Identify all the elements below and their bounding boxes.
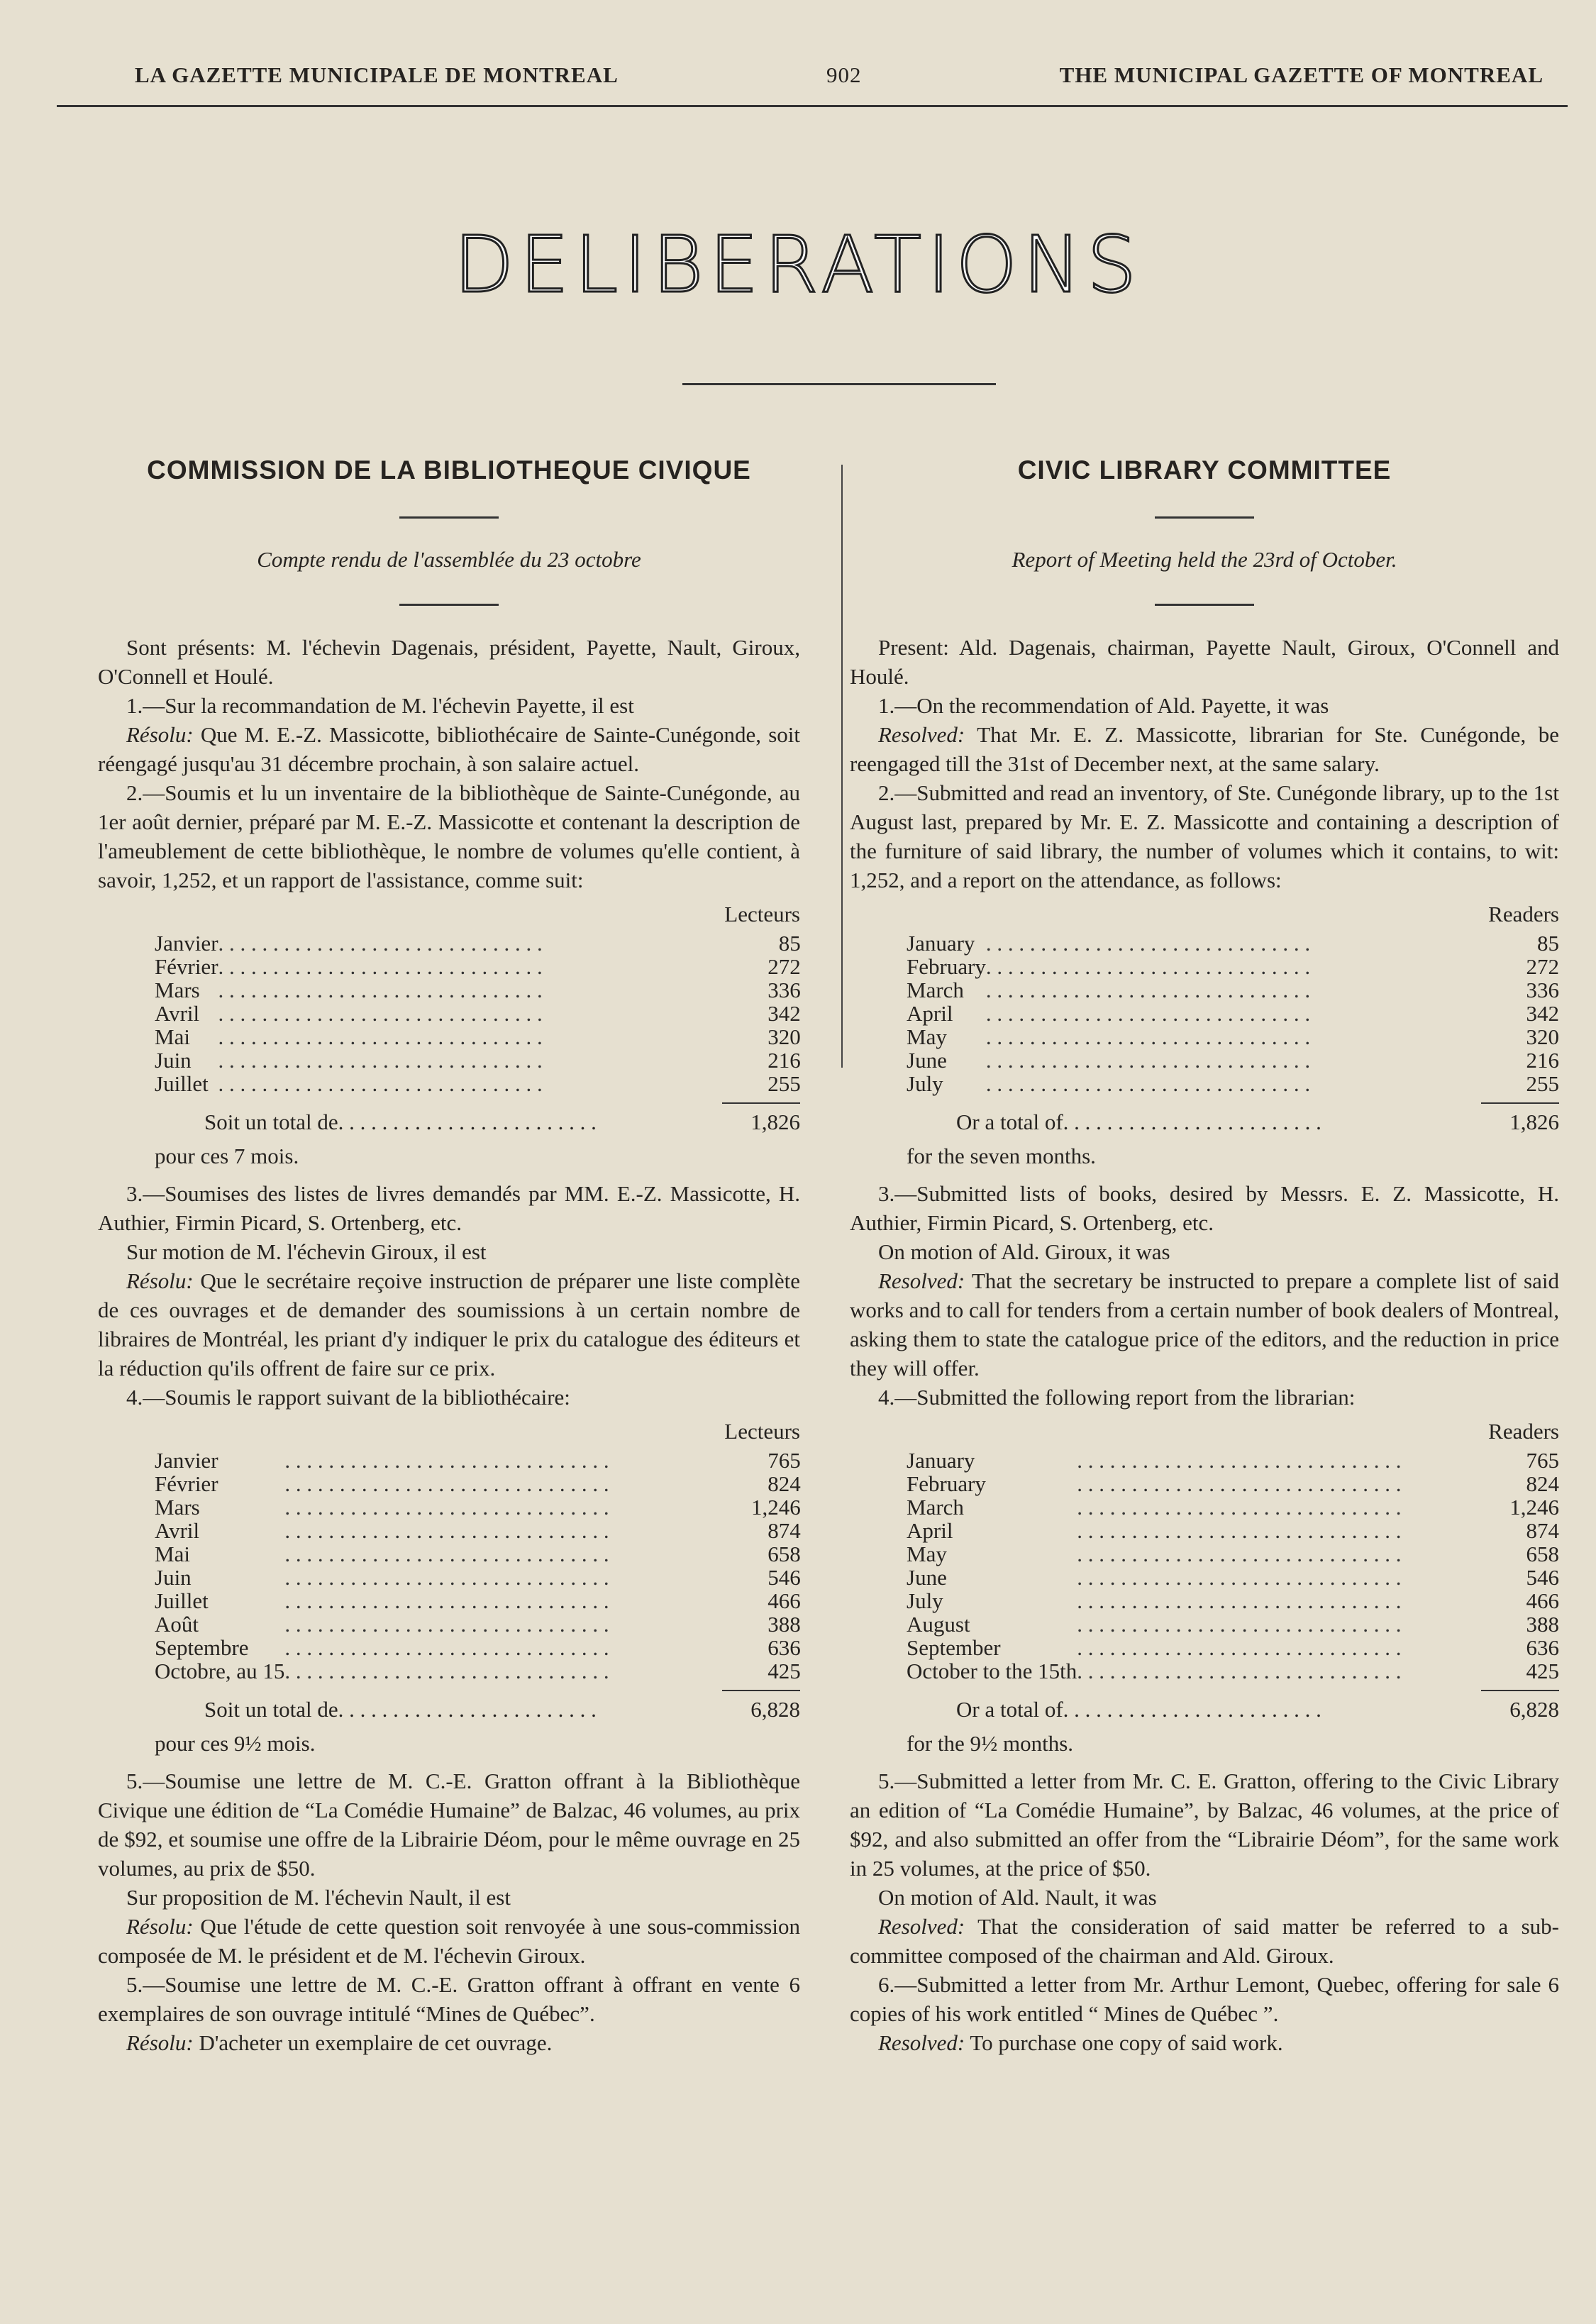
readers-cell: 765 <box>767 1448 801 1473</box>
paragraph: 4.—Submitted the following report from the librarian: <box>878 1385 1356 1410</box>
total-row <box>956 1697 1559 1722</box>
table-row <box>155 1589 801 1612</box>
table-row <box>907 1612 1559 1636</box>
table-row <box>155 1495 801 1519</box>
readers-cell: 272 <box>767 954 801 979</box>
month-cell: June <box>907 1048 947 1073</box>
page-title: DELIBERATIONS <box>453 219 1143 310</box>
leader-dots: . . . . . . . . . . . . . . . . . . . . . . . . . . . . . . <box>218 1072 543 1095</box>
leader-dots: . . . . . . . . . . . . . . . . . . . . . . . . <box>1063 1110 1321 1134</box>
resolution-label: Résolu: <box>126 1914 194 1939</box>
resolution-label: Resolved: <box>878 2030 965 2055</box>
total-row <box>956 1110 1559 1135</box>
month-cell: January <box>907 931 975 956</box>
month-cell: February <box>907 1471 986 1496</box>
leader-dots: . . . . . . . . . . . . . . . . . . . . . . . . <box>1063 1697 1321 1722</box>
readers-cell: 320 <box>1526 1024 1559 1049</box>
leader-dots: . . . . . . . . . . . . . . . . . . . . . . . . . . . . . . <box>1077 1472 1402 1495</box>
rule <box>399 516 499 519</box>
resolution <box>98 1912 800 1970</box>
table-row <box>907 1636 1559 1659</box>
resolution-text: Que M. E.-Z. Massicotte, bibliothécaire de Sainte-Cunégonde, soit réengagé jusqu'au 31 décembre prochain, à son salaire actuel. <box>98 722 800 776</box>
month-cell: Juillet <box>155 1588 209 1613</box>
readers-cell: 466 <box>767 1588 801 1613</box>
resolution-text: That the consideration of said matter be referred to a sub-committee composed of the chairman and Ald. Giroux. <box>850 1914 1559 1968</box>
header-rule <box>57 105 1568 107</box>
total-label: Or a total of <box>956 1697 1063 1722</box>
paragraph: On motion of Ald. Giroux, it was <box>878 1239 1170 1264</box>
readers-cell: 425 <box>1526 1659 1559 1683</box>
resolution-label: Résolu: <box>126 1268 194 1293</box>
month-cell: August <box>907 1612 970 1637</box>
leader-dots: . . . . . . . . . . . . . . . . . . . . . . . . . . . . . . <box>985 1072 1311 1095</box>
paragraph: 4.—Soumis le rapport suivant de la bibliothécaire: <box>126 1385 570 1410</box>
table-row <box>155 1542 801 1566</box>
readers-cell: 255 <box>767 1071 801 1096</box>
resolution-label: Resolved: <box>878 722 965 747</box>
readers-cell: 425 <box>767 1659 801 1683</box>
readers-cell: 636 <box>767 1635 801 1660</box>
table-row <box>907 1566 1559 1589</box>
rule <box>1481 1690 1559 1691</box>
paragraph: 3.—Soumises des listes de livres demandés par MM. E.-Z. Massicotte, H. Authier, Firmin Picard, S. Ortenberg, etc. <box>98 1181 800 1235</box>
paragraph: 6.—Submitted a letter from Mr. Arthur Lemont, Quebec, offering for sale 6 copies of his work entitled “ Mines de Québec ”. <box>850 1972 1559 2026</box>
readers-cell: 342 <box>767 1001 801 1026</box>
paragraph: 5.—Soumise une lettre de M. C.-E. Gratton offrant à offrant en vente 6 exemplaires de son ouvrage intitulé “Mines de Québec”. <box>98 1972 800 2026</box>
resolution <box>850 2028 1559 2057</box>
table-row <box>907 1449 1559 1472</box>
table-row <box>155 1519 801 1542</box>
resolution-label: Resolved: <box>878 1914 965 1939</box>
readers-cell: 874 <box>1526 1518 1559 1543</box>
resolution-text: D'acheter un exemplaire de cet ouvrage. <box>193 2030 553 2055</box>
month-cell: Avril <box>155 1518 200 1543</box>
readers-cell: 466 <box>1526 1588 1559 1613</box>
leader-dots: . . . . . . . . . . . . . . . . . . . . . . . . . . . . . . <box>985 1025 1311 1048</box>
leader-dots: . . . . . . . . . . . . . . . . . . . . . . . . . . . . . . <box>284 1612 609 1636</box>
resolution-label: Resolved: <box>878 1268 965 1293</box>
table-row <box>907 955 1559 978</box>
leader-dots: . . . . . . . . . . . . . . . . . . . . . . . . . . . . . . <box>218 1025 543 1048</box>
month-cell: Mai <box>155 1542 190 1566</box>
readers-cell: 342 <box>1526 1001 1559 1026</box>
header-english-title: THE MUNICIPAL GAZETTE OF MONTREAL <box>1059 62 1544 87</box>
resolution-label: Résolu: <box>126 722 194 747</box>
english-heading: CIVIC LIBRARY COMMITTEE <box>1017 455 1392 485</box>
readers-cell: 874 <box>767 1518 801 1543</box>
readers-cell: 765 <box>1526 1448 1559 1473</box>
attendance-table <box>907 1449 1559 1683</box>
table-row <box>907 1495 1559 1519</box>
paragraph: Present: Ald. Dagenais, chairman, Payette Nault, Giroux, O'Connell and Houlé. <box>850 635 1559 689</box>
paragraph: Sur motion de M. l'échevin Giroux, il est <box>126 1239 487 1264</box>
paragraph: 1.—Sur la recommandation de M. l'échevin Payette, il est <box>126 693 634 718</box>
table-row <box>155 1002 801 1025</box>
leader-dots: . . . . . . . . . . . . . . . . . . . . . . . . . . . . . . <box>1077 1542 1402 1566</box>
resolution-text: To purchase one copy of said work. <box>965 2030 1283 2055</box>
page-number: 902 <box>826 62 862 87</box>
leader-dots: . . . . . . . . . . . . . . . . . . . . . . . . . . . . . . <box>218 1002 543 1025</box>
leader-dots: . . . . . . . . . . . . . . . . . . . . . . . . . . . . . . <box>284 1566 609 1589</box>
table-row <box>155 1472 801 1495</box>
leader-dots: . . . . . . . . . . . . . . . . . . . . . . . . . . . . . . <box>1077 1612 1402 1636</box>
paragraph: 5.—Submitted a letter from Mr. C. E. Gratton, offering to the Civic Library an edition of “La Comédie Humaine”, by Balzac, 46 volumes, at the price of $92, and also submitted an offer from the “Librairie Déom”, for the same work in 25 volumes, at the price of $50. <box>850 1769 1559 1881</box>
leader-dots: . . . . . . . . . . . . . . . . . . . . . . . . . . . . . . <box>284 1636 609 1659</box>
leader-dots: . . . . . . . . . . . . . . . . . . . . . . . . . . . . . . <box>284 1472 609 1495</box>
table-row <box>155 931 801 955</box>
month-cell: Juin <box>155 1565 192 1590</box>
month-cell: Mai <box>155 1024 190 1049</box>
leader-dots: . . . . . . . . . . . . . . . . . . . . . . . . . . . . . . <box>284 1589 609 1612</box>
paragraph: 5.—Soumise une lettre de M. C.-E. Gratton offrant à la Bibliothèque Civique une édition de “La Comédie Humaine” de Balzac, 46 volumes, au prix de $92, et soumise une offre de la Librairie Déom, pour le même ouvrage en 25 volumes, au prix de $50. <box>98 1769 800 1881</box>
table-row <box>155 1025 801 1048</box>
table-row <box>155 978 801 1002</box>
readers-cell: 636 <box>1526 1635 1559 1660</box>
month-cell: September <box>907 1635 1001 1660</box>
table-row <box>907 978 1559 1002</box>
readers-cell: 1,246 <box>751 1495 801 1520</box>
month-cell: Juin <box>155 1048 192 1073</box>
rule <box>399 604 499 606</box>
paragraph: 3.—Submitted lists of books, desired by Messrs. E. Z. Massicotte, H. Authier, Firmin Picard, S. Ortenberg, etc. <box>850 1181 1559 1235</box>
total-suffix: for the 9½ months. <box>907 1731 1074 1756</box>
month-cell: Septembre <box>155 1635 249 1660</box>
leader-dots: . . . . . . . . . . . . . . . . . . . . . . . . <box>338 1110 597 1134</box>
month-cell: May <box>907 1542 947 1566</box>
resolution-text: Que le secrétaire reçoive instruction de préparer une liste complète de ces ouvrages et de demander des soumissions à un certain nombre de libraires de Montréal, les priant d'y indiquer le prix du catalogue des éditeurs et la réduction qu'ils offrent de faire sur ce prix. <box>98 1268 800 1380</box>
table-row <box>155 1449 801 1472</box>
readers-cell: 388 <box>767 1612 801 1637</box>
leader-dots: . . . . . . . . . . . . . . . . . . . . . . . . . . . . . . <box>284 1519 609 1542</box>
month-cell: Août <box>155 1612 199 1637</box>
stats-header: Lecteurs <box>724 1419 800 1444</box>
table-row <box>907 1659 1559 1683</box>
readers-cell: 658 <box>767 1542 801 1566</box>
readers-cell: 255 <box>1526 1071 1559 1096</box>
stats-header: Readers <box>1488 902 1559 926</box>
table-row <box>155 1636 801 1659</box>
month-cell: Janvier <box>155 931 218 956</box>
table-row <box>907 1542 1559 1566</box>
month-cell: Juillet <box>155 1071 209 1096</box>
readers-cell: 824 <box>1526 1471 1559 1496</box>
resolution <box>98 2028 800 2057</box>
paragraph: Sur proposition de M. l'échevin Nault, il est <box>126 1885 511 1910</box>
rule <box>722 1690 800 1691</box>
total-suffix: pour ces 7 mois. <box>155 1144 299 1168</box>
month-cell: April <box>907 1518 953 1543</box>
leader-dots: . . . . . . . . . . . . . . . . . . . . . . . . . . . . . . <box>985 931 1311 955</box>
leader-dots: . . . . . . . . . . . . . . . . . . . . . . . . . . . . . . <box>284 1449 609 1472</box>
leader-dots: . . . . . . . . . . . . . . . . . . . . . . . . . . . . . . <box>284 1659 609 1683</box>
total-suffix: pour ces 9½ mois. <box>155 1731 316 1756</box>
stats-header: Lecteurs <box>724 902 800 926</box>
leader-dots: . . . . . . . . . . . . . . . . . . . . . . . . . . . . . . <box>1077 1636 1402 1659</box>
leader-dots: . . . . . . . . . . . . . . . . . . . . . . . . . . . . . . <box>1077 1566 1402 1589</box>
month-cell: October to the 15th <box>907 1659 1077 1683</box>
leader-dots: . . . . . . . . . . . . . . . . . . . . . . . . . . . . . . <box>1077 1495 1402 1519</box>
month-cell: March <box>907 978 964 1002</box>
table-row <box>155 1072 801 1095</box>
month-cell: March <box>907 1495 964 1520</box>
resolution <box>850 1912 1559 1970</box>
french-subtitle: Compte rendu de l'assemblée du 23 octobre <box>257 547 641 572</box>
month-cell: May <box>907 1024 947 1049</box>
month-cell: Avril <box>155 1001 200 1026</box>
column-divider <box>841 465 843 1068</box>
english-column <box>850 447 1559 2057</box>
resolution-text: That the secretary be instructed to prepare a complete list of said works and to call for tenders from a certain number of book dealers of Montreal, asking them to state the catalogue price of the editors, and the reduction in price they will offer. <box>850 1268 1559 1380</box>
readers-cell: 336 <box>1526 978 1559 1002</box>
paragraph: 2.—Soumis et lu un inventaire de la bibliothèque de Sainte-Cunégonde, au 1er août dernier, préparé par M. E.-Z. Massicotte et contenant la description de l'ameublement de cette bibliothèque, le nombre de volumes qu'elle contient, à savoir, 1,252, et un rapport de l'assistance, comme suit: <box>98 780 800 892</box>
header-french-title: LA GAZETTE MUNICIPALE DE MONTREAL <box>135 62 619 87</box>
readers-cell: 546 <box>767 1565 801 1590</box>
readers-cell: 85 <box>1537 931 1559 956</box>
table-row <box>907 1589 1559 1612</box>
leader-dots: . . . . . . . . . . . . . . . . . . . . . . . . . . . . . . <box>985 978 1311 1002</box>
table-row <box>907 931 1559 955</box>
total-row <box>204 1110 800 1135</box>
total-label: Or a total of <box>956 1110 1063 1134</box>
leader-dots: . . . . . . . . . . . . . . . . . . . . . . . . . . . . . . <box>284 1542 609 1566</box>
total-suffix: for the seven months. <box>907 1144 1096 1168</box>
paragraph: On motion of Ald. Nault, it was <box>878 1885 1157 1910</box>
readers-cell: 216 <box>1526 1048 1559 1073</box>
rule <box>722 1102 800 1104</box>
leader-dots: . . . . . . . . . . . . . . . . . . . . . . . . . . . . . . <box>985 955 1311 978</box>
month-cell: February <box>907 954 986 979</box>
resolution-text: That Mr. E. Z. Massicotte, librarian for Ste. Cunégonde, be reengaged till the 31st of December next, at the same salary. <box>850 722 1559 776</box>
month-cell: Mars <box>155 1495 200 1520</box>
total-value: 1,826 <box>1509 1110 1559 1134</box>
resolution-label: Résolu: <box>126 2030 194 2055</box>
attendance-table <box>155 931 801 1095</box>
leader-dots: . . . . . . . . . . . . . . . . . . . . . . . . . . . . . . <box>985 1048 1311 1072</box>
readers-cell: 216 <box>767 1048 801 1073</box>
leader-dots: . . . . . . . . . . . . . . . . . . . . . . . . . . . . . . <box>218 955 543 978</box>
readers-cell: 336 <box>767 978 801 1002</box>
total-label: Soit un total de <box>204 1110 338 1134</box>
table-row <box>907 1072 1559 1095</box>
month-cell: Février <box>155 1471 218 1496</box>
leader-dots: . . . . . . . . . . . . . . . . . . . . . . . . . . . . . . <box>985 1002 1311 1025</box>
paragraph: 1.—On the recommendation of Ald. Payette, it was <box>878 693 1329 718</box>
resolution-text: Que l'étude de cette question soit renvoyée à une sous-commission composée de M. le président et de M. l'échevin Giroux. <box>98 1914 800 1968</box>
month-cell: July <box>907 1071 943 1096</box>
french-heading: COMMISSION DE LA BIBLIOTHEQUE CIVIQUE <box>147 455 751 485</box>
french-column <box>98 447 800 2057</box>
attendance-table <box>155 1449 801 1683</box>
leader-dots: . . . . . . . . . . . . . . . . . . . . . . . . . . . . . . <box>218 931 543 955</box>
table-row <box>907 1002 1559 1025</box>
table-row <box>907 1025 1559 1048</box>
resolution <box>98 1266 800 1383</box>
month-cell: Janvier <box>155 1448 218 1473</box>
month-cell: June <box>907 1565 947 1590</box>
rule <box>1155 516 1254 519</box>
readers-cell: 658 <box>1526 1542 1559 1566</box>
table-row <box>155 1048 801 1072</box>
readers-cell: 388 <box>1526 1612 1559 1637</box>
attendance-table <box>907 931 1559 1095</box>
leader-dots: . . . . . . . . . . . . . . . . . . . . . . . . . . . . . . <box>1077 1449 1402 1472</box>
table-row <box>907 1519 1559 1542</box>
total-value: 6,828 <box>1509 1697 1559 1722</box>
readers-cell: 824 <box>767 1471 801 1496</box>
total-row <box>204 1697 800 1722</box>
readers-cell: 1,246 <box>1509 1495 1559 1520</box>
leader-dots: . . . . . . . . . . . . . . . . . . . . . . . . . . . . . . <box>218 978 543 1002</box>
month-cell: April <box>907 1001 953 1026</box>
resolution <box>850 720 1559 778</box>
month-cell: Octobre, au 15 <box>155 1659 285 1683</box>
table-row <box>155 1659 801 1683</box>
stats-header: Readers <box>1488 1419 1559 1444</box>
paragraph: 2.—Submitted and read an inventory, of Ste. Cunégonde library, up to the 1st August last, prepared by Mr. E. Z. Massicotte and containing a description of the furniture of said library, the number of volumes which it contains, to wit: 1,252, and a report on the attendance, as follows: <box>850 780 1559 892</box>
month-cell: Mars <box>155 978 200 1002</box>
running-header <box>135 62 1553 99</box>
total-label: Soit un total de <box>204 1697 338 1722</box>
total-value: 1,826 <box>750 1110 800 1134</box>
readers-cell: 320 <box>767 1024 801 1049</box>
readers-cell: 546 <box>1526 1565 1559 1590</box>
leader-dots: . . . . . . . . . . . . . . . . . . . . . . . . . . . . . . <box>1077 1519 1402 1542</box>
resolution <box>98 720 800 778</box>
resolution <box>850 1266 1559 1383</box>
table-row <box>907 1472 1559 1495</box>
month-cell: January <box>907 1448 975 1473</box>
month-cell: July <box>907 1588 943 1613</box>
table-row <box>907 1048 1559 1072</box>
readers-cell: 85 <box>778 931 801 956</box>
paragraph: Sont présents: M. l'échevin Dagenais, président, Payette, Nault, Giroux, O'Connell et Houlé. <box>98 635 800 689</box>
table-row <box>155 955 801 978</box>
rule <box>1481 1102 1559 1104</box>
table-row <box>155 1566 801 1589</box>
rule <box>1155 604 1254 606</box>
title-rule <box>682 383 996 385</box>
leader-dots: . . . . . . . . . . . . . . . . . . . . . . . . <box>338 1697 597 1722</box>
table-row <box>155 1612 801 1636</box>
total-value: 6,828 <box>750 1697 800 1722</box>
leader-dots: . . . . . . . . . . . . . . . . . . . . . . . . . . . . . . <box>1077 1589 1402 1612</box>
readers-cell: 272 <box>1526 954 1559 979</box>
english-subtitle: Report of Meeting held the 23rd of October. <box>1012 547 1397 572</box>
leader-dots: . . . . . . . . . . . . . . . . . . . . . . . . . . . . . . <box>218 1048 543 1072</box>
month-cell: Février <box>155 954 218 979</box>
leader-dots: . . . . . . . . . . . . . . . . . . . . . . . . . . . . . . <box>1077 1659 1402 1683</box>
leader-dots: . . . . . . . . . . . . . . . . . . . . . . . . . . . . . . <box>284 1495 609 1519</box>
